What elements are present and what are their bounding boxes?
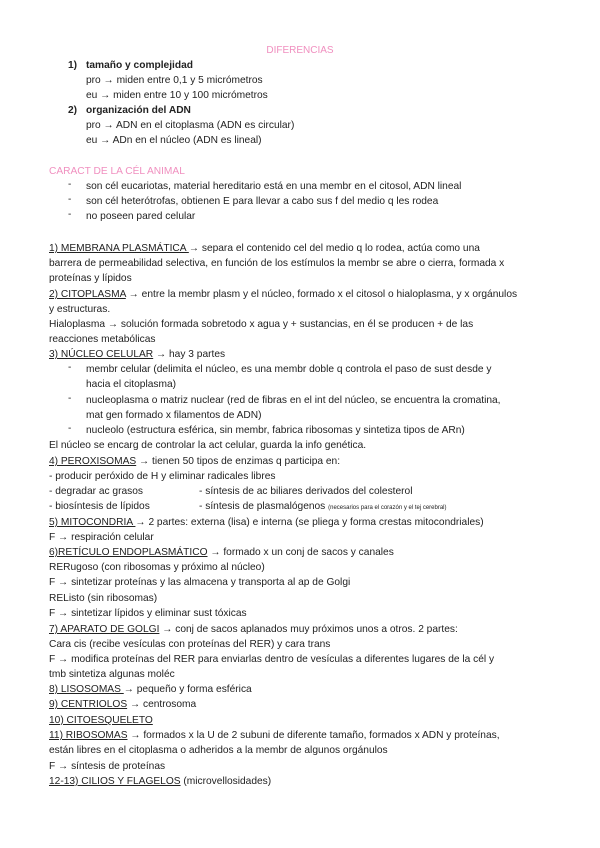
- bullet-dash: -: [68, 179, 72, 190]
- section-4-heading: 4) PEROXISOMAS: [49, 456, 137, 467]
- text-line: F → síntesis de proteínas: [49, 761, 166, 772]
- bullet-dash: -: [68, 209, 72, 220]
- text-line: - biosíntesis de lípidos: [49, 501, 150, 512]
- bullet-text: son cél eucariotas, material hereditario está en una membr en el citosol, ADN lineal: [86, 181, 462, 192]
- small-note: (necesarios para el corazón y el tej cerebral): [328, 505, 447, 511]
- text-line: Cara cis (recibe vesículas con proteínas del RER) y cara trans: [49, 639, 331, 650]
- text-line: pro → ADN en el citoplasma (ADN es circular): [86, 120, 295, 131]
- text-line: F → sintetizar lípidos y eliminar sust tóxicas: [49, 608, 247, 619]
- section-3-heading: 3) NÚCLEO CELULAR: [49, 349, 154, 360]
- item-label: tamaño y complejidad: [86, 60, 193, 71]
- section-heading: CARACT DE LA CÉL ANIMAL: [49, 166, 185, 177]
- section-5-line: [49, 515, 484, 530]
- text-line: Hialoplasma → solución formada sobretodo x agua y + sustancias, en él se producen + de las: [49, 319, 474, 330]
- text-line: El núcleo se encarg de controlar la act celular, guarda la info genética.: [49, 440, 367, 451]
- section-4-line: [49, 454, 340, 469]
- text-line: REListo (sin ribosomas): [49, 593, 158, 604]
- section-2-heading: 2) CITOPLASMA: [49, 289, 126, 300]
- text-line: tmb sintetiza algunas moléc: [49, 669, 175, 680]
- section-9-heading: 9) CENTRIOLOS: [49, 699, 128, 710]
- section-7-line: [49, 622, 458, 637]
- text-line: [199, 499, 447, 516]
- page-title: DIFERENCIAS: [266, 45, 334, 56]
- bullet-text: mat gen formado x filamentos de ADN): [86, 410, 262, 421]
- item-number: 2): [68, 105, 78, 116]
- text-span: → separa el contenido cel del medio q lo rodea, actúa como una: [188, 243, 480, 254]
- section-5-heading: 5) MITOCONDRIA: [49, 517, 136, 528]
- text-span: → formados x la U de 2 subuni de diferente tamaño, formados x ADN y proteínas,: [127, 730, 500, 741]
- text-span: → formado x un conj de sacos y canales: [207, 547, 394, 558]
- section-1-heading: 1) MEMBRANA PLASMÁTICA: [49, 243, 189, 254]
- section-9-line: [49, 697, 196, 712]
- text-line: barrera de permeabilidad selectiva, en función de los estímulos la membr se abre o cierra, formada x: [49, 258, 505, 269]
- section-10-line: [49, 713, 153, 728]
- text-line: RERugoso (con ribosomas y próximo al núcleo): [49, 562, 265, 573]
- section-3-line: [49, 347, 225, 362]
- section-12-heading: 12-13) CILIOS Y FLAGELOS: [49, 776, 181, 787]
- item-label: organización del ADN: [86, 105, 191, 116]
- text-line: - degradar ac grasos: [49, 486, 144, 497]
- text-line: están libres en el citoplasma o adheridos a la membr de algunos orgánulos: [49, 745, 388, 756]
- bullet-dash: -: [68, 423, 72, 434]
- text-line: F → respiración celular: [49, 532, 154, 543]
- text-span: → centrosoma: [127, 699, 197, 710]
- text-span: → pequeño y forma esférica: [123, 684, 252, 695]
- text-line: F → modifica proteínas del RER para enviarlas dentro de vesículas a diferentes lugares de la cél y: [49, 654, 495, 665]
- text-span: → conj de sacos aplanados muy próximos unos a otros. 2 partes:: [159, 624, 458, 635]
- text-span: → 2 partes: externa (lisa) e interna (se pliega y forma crestas mitocondriales): [135, 517, 484, 528]
- bullet-dash: -: [68, 393, 72, 404]
- text-line: eu → miden entre 10 y 100 micrómetros: [86, 90, 268, 101]
- section-12-line: [49, 774, 271, 789]
- text-line: - síntesis de ac biliares derivados del colesterol: [199, 486, 413, 497]
- section-10-heading: 10) CITOESQUELETO: [49, 715, 153, 726]
- section-6-line: [49, 545, 394, 560]
- text-span: - síntesis de plasmalógenos: [199, 501, 326, 512]
- bullet-text: son cél heterótrofas, obtienen E para llevar a cabo sus f del medio q les rodea: [86, 196, 439, 207]
- bullet-text: membr celular (delimita el núcleo, es una membr doble q controla el paso de sust desde y: [86, 364, 492, 375]
- bullet-text: nucleoplasma o matriz nuclear (red de fibras en el int del núcleo, se encuentra la cromatina,: [86, 395, 501, 406]
- item-number: 1): [68, 60, 78, 71]
- text-line: reacciones metabólicas: [49, 334, 156, 345]
- bullet-text: hacia el citoplasma): [86, 379, 177, 390]
- text-line: F → sintetizar proteínas y las almacena y transporta al ap de Golgi: [49, 577, 351, 588]
- section-2-line: [49, 287, 517, 302]
- text-span: (microvellosidades): [180, 776, 272, 787]
- text-line: eu → ADn en el núcleo (ADN es lineal): [86, 135, 262, 146]
- text-line: proteínas y lípidos: [49, 273, 132, 284]
- bullet-text: no poseen pared celular: [86, 211, 196, 222]
- section-11-line: [49, 728, 500, 743]
- text-span: → entre la membr plasm y el núcleo, formado x el citosol o hialoplasma, y x orgánulos: [125, 289, 518, 300]
- section-6-heading: 6)RETÍCULO ENDOPLASMÁTICO: [49, 547, 208, 558]
- section-8-heading: 8) LISOSOMAS: [49, 684, 124, 695]
- section-1-line: [49, 241, 480, 256]
- section-11-heading: 11) RIBOSOMAS: [49, 730, 128, 741]
- bullet-dash: -: [68, 362, 72, 373]
- text-line: y estructuras.: [49, 304, 111, 315]
- section-8-line: [49, 682, 252, 697]
- text-line: - producir peróxido de H y eliminar radicales libres: [49, 471, 276, 482]
- text-span: → hay 3 partes: [153, 349, 226, 360]
- section-7-heading: 7) APARATO DE GOLGI: [49, 624, 160, 635]
- text-span: → tienen 50 tipos de enzimas q participa en:: [136, 456, 341, 467]
- bullet-dash: -: [68, 194, 72, 205]
- text-line: pro → miden entre 0,1 y 5 micrómetros: [86, 75, 263, 86]
- bullet-text: nucleolo (estructura esférica, sin membr, fabrica ribosomas y sintetiza tipos de ARn): [86, 425, 465, 436]
